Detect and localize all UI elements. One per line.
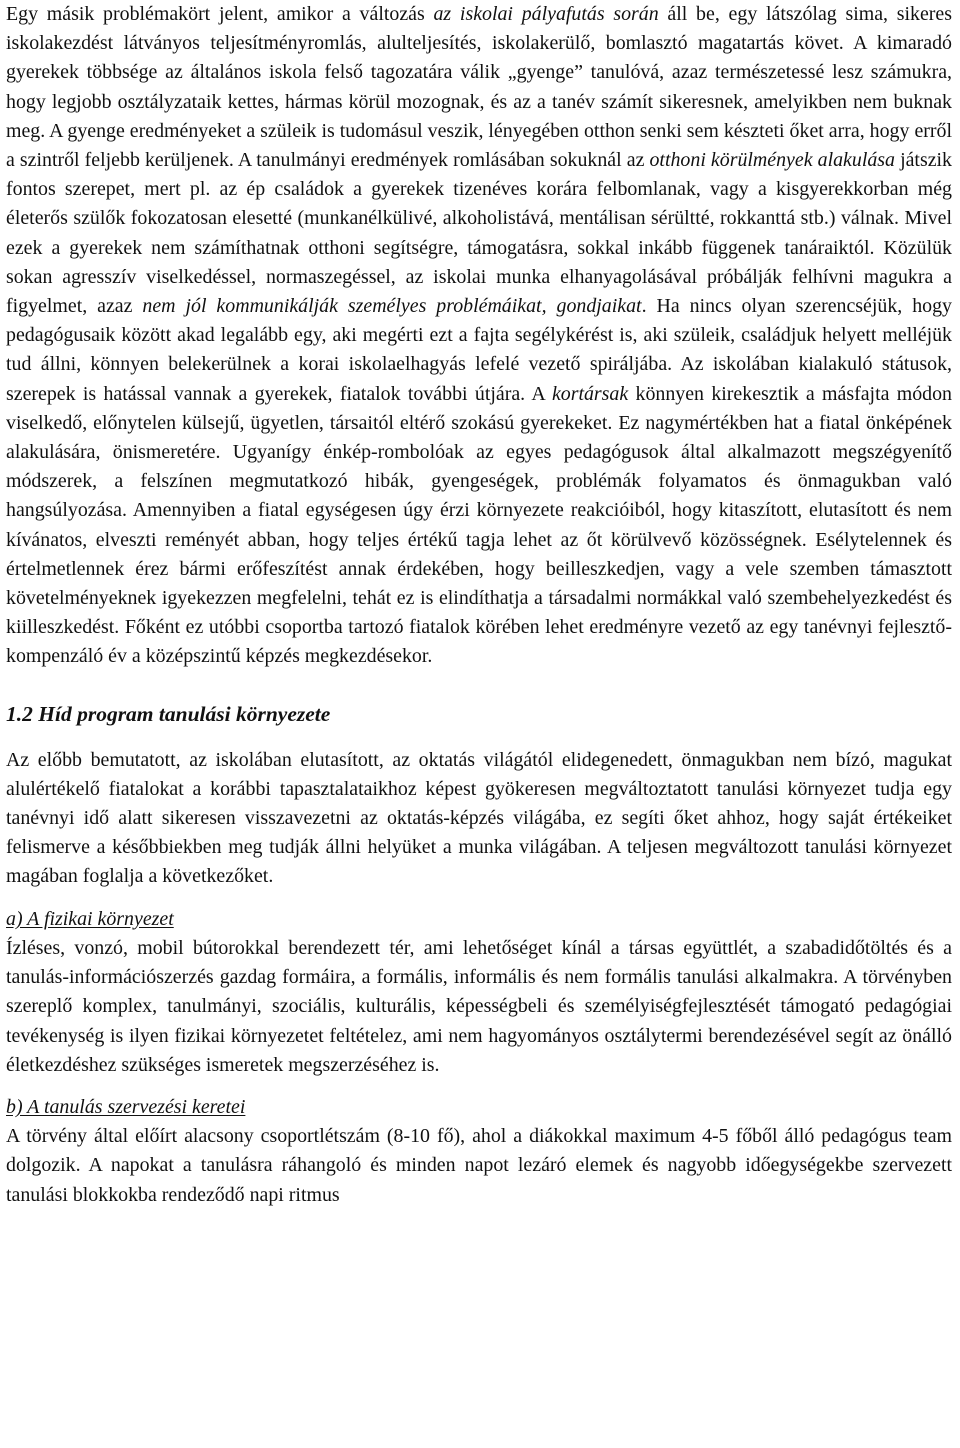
subheading-physical-environment: a) A fizikai környezet (6, 907, 174, 930)
paragraph-school-career-changes (6, 0, 952, 672)
paragraph-text: . Ha nincs olyan szerencséjük, hogy pedagógusaik között akad legalább egy, aki megérti ezt a fajta segélykérést is, aki szüleik, családjuk helyett melléjük tud állni, könnyen belekerülnek a korai iskolaelhagyás lefelé vezető spiráljába. Az iskolában kialakuló státusok, szerepek is hatással vannak a gyerekek, fiatalok további útjára. A (6, 295, 952, 405)
paragraph-learning-environment: Az előbb bemutatott, az iskolában elutasított, az oktatás világától elidegenedett, önmagukban nem bízó, magukat alulértékelő fiatalokat a korábbi tapasztalataikhoz képest gyökeresen megváltoztatott tanulási környezet tudja egy tanévnyi idő alatt sikeresen visszavezetni az oktatás-képzés világába, ez segíti őket ahhoz, hogy saját értékeiket felismerve a későbbiekben meg tudják állni helyüket a munka világában. A teljesen megváltozott tanulási környezet magában foglalja a következőket. (6, 748, 952, 888)
emphasis-school-career: az iskolai pályafutás során (433, 3, 659, 25)
section-heading: 1.2 Híd program tanulási környezete (6, 701, 331, 726)
subheading-organizational-framework: b) A tanulás szervezési keretei (6, 1095, 246, 1118)
emphasis-communication: nem jól kommunikálják személyes problémáikat, gondjaikat (142, 295, 642, 318)
emphasis-peers: kortársak (551, 382, 629, 405)
paragraph-organizational-framework: A törvény által előírt alacsony csoportlétszám (8-10 fő), ahol a diákokkal maximum 4-5 főből álló pedagógus team dolgozik. A napokat a tanulásra ráhangoló és minden napot lezáró elemek és nagyobb időegységekbe szervezett tanulási blokkokba rendeződő napi ritmus (6, 1125, 952, 1206)
paragraph-text: könnyen kirekesztik a másfajta módon viselkedő, előnytelen külsejű, ügyetlen, társaitól eltérő szokású gyerekeket. Ez nagymértékben hat a fiatal önképének alakulására, önismeretére. Ugyanígy énkép-rombolóak az egyes pedagógusok által alkalmazott megszégyenítő módszerek, a felszínen megmutatkozó hibák, gyengeségek, problémák folyamatos és önmagukban való hangsúlyozása. Amennyiben a fiatal egységesen úgy érzi környezete reakcióiból, hogy kitaszított, elutasított és nem kívánatos, elveszti reményét abban, hogy teljes értékű tagja lehet az őt körülvevő közösségnek. Esélytelennek és értelmetlennek érez bármi erőfeszítést annak érdekében, hogy beilleszkedjen, vagy a vele szemben támasztott követelményeknek igyekezzen megfelelni, tehát ez is elindíthatja a társadalmi normákkal való szembehelyezkedést és kiilleszkedést. Főként ez utóbbi csoportba tartozó fiatalok körében lehet eredményre vezető az egy tanévnyi fejlesztő-kompenzáló év a középszintű képzés megkezdésekor. (6, 382, 952, 668)
emphasis-home-circumstances: otthoni körülmények alakulása (649, 149, 895, 172)
paragraph-physical-environment: Ízléses, vonzó, mobil bútorokkal berendezett tér, ami lehetőséget kínál a társas együttlét, a szabadidőtöltés és a tanulás-információszerzés gazdag formáira, a formális, informális és nem formális tanulási alkalmakra. A törvényben szereplő komplex, tanulmányi, szociális, kulturális, képességbeli és személyiségfejlesztését támogató pedagógiai tevékenység is ilyen fizikai környezetet feltételez, ami nem hagyományos osztálytermi berendezésével segít az önálló életkezdéshez szükséges ismeretek megszerzéséhez is. (6, 936, 952, 1076)
paragraph-text: Egy másik problémakört jelent, amikor a változás (6, 3, 434, 25)
paragraph-text: áll be, egy látszólag sima, sikeres iskolakezdést látványos teljesítményromlás, alulteljesítés, iskolakerülő, bomlasztó magatartás követ. A kimaradó gyerekek többsége az általános iskola felső tagozatára válik „gyenge” tanulóvá, azaz természetessé lesz számukra, hogy legjobb osztályzataik kettes, hármas körül mozognak, és az a tanév számít sikeresnek, amelyikben nem buknak meg. A gyenge eredményeket a szüleik is tudomásul veszik, lényegében otthon senki sem készteti őket arra, hogy erről a szintről feljebb kerüljenek. A tanulmányi eredmények romlásában sokuknál az (6, 3, 953, 172)
paragraph-text: játszik fontos szerepet, mert pl. az ép családok a gyerekek tizenéves korára felbomlanak, vagy a kisgyerekkorban még életerős szülők fokozatosan elesetté (munkanélkülivé, alkoholistává, mentálisan sérültté, rokkanttá stb.) válnak. Mivel ezek a gyerekek nem számíthatnak otthoni segítségre, támogatásra, sokkal inkább függenek tanáraiktól. Közülük sokan agresszív viselkedéssel, normaszegéssel, az iskolai munka elhanyagolásával próbálják felhívni magukra a figyelmet, azaz (6, 149, 952, 318)
